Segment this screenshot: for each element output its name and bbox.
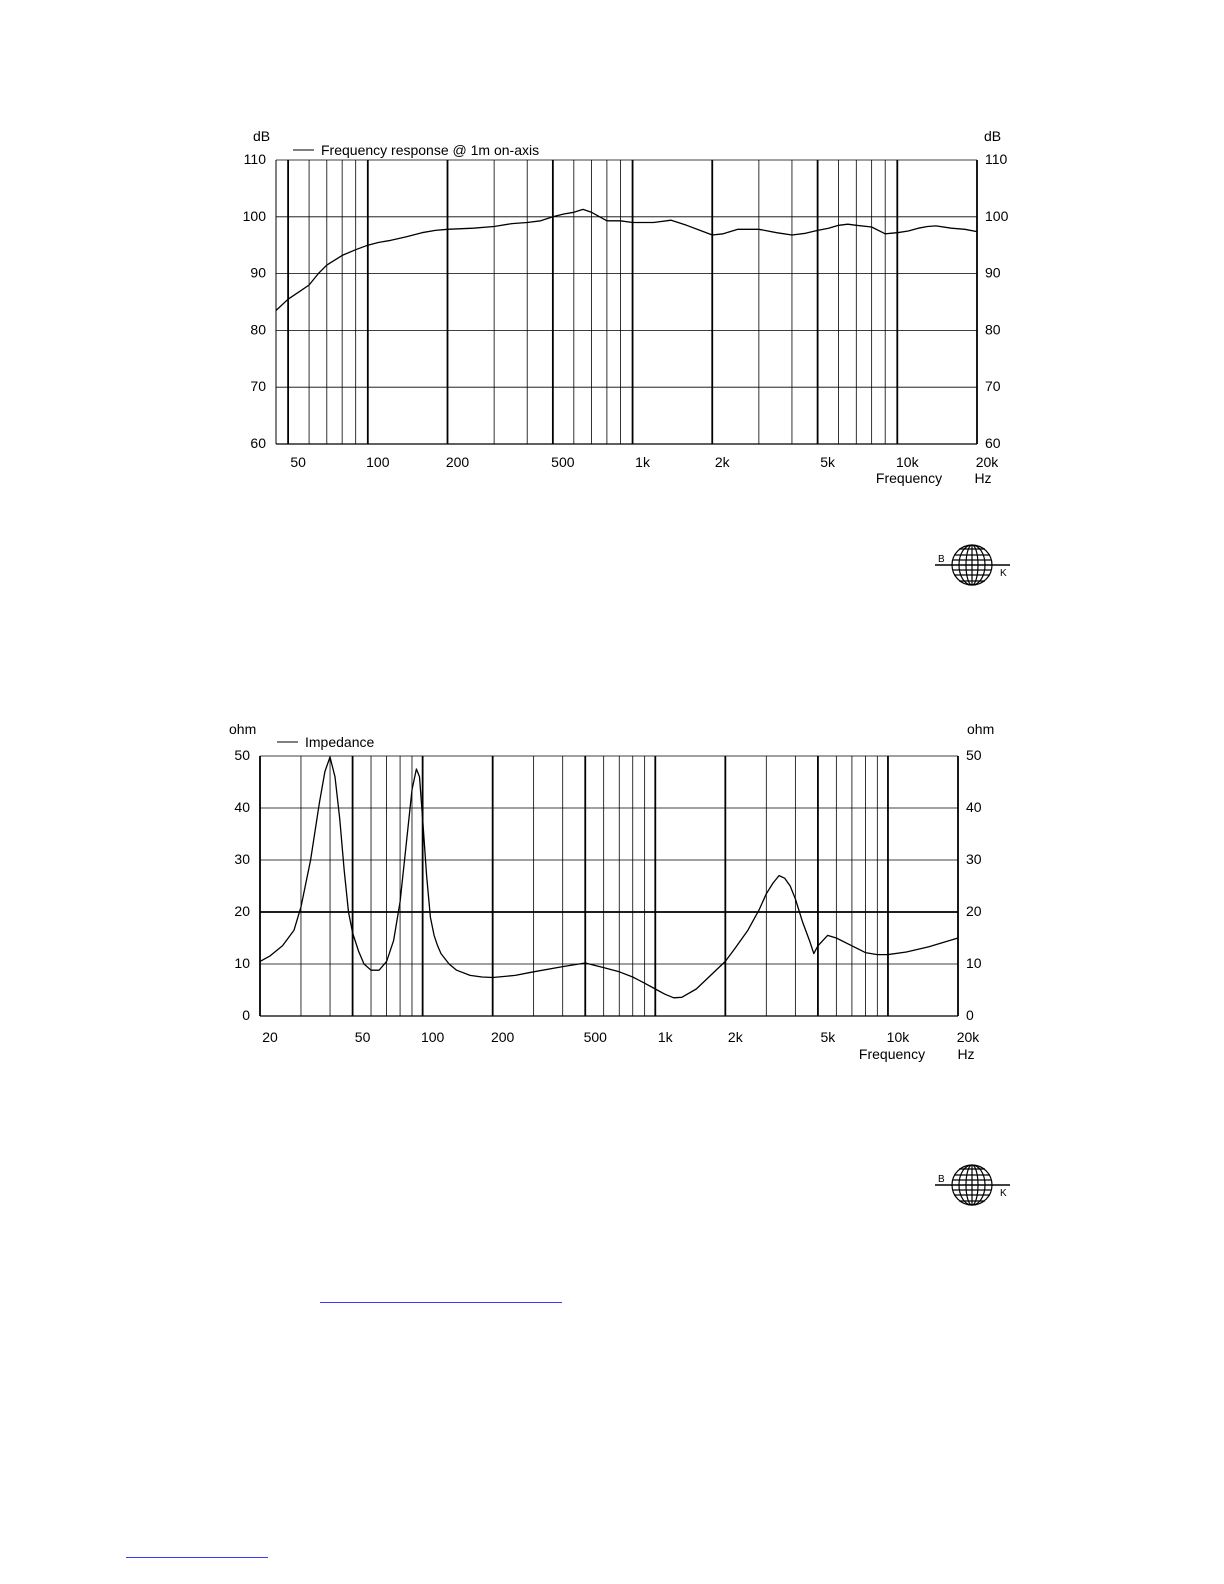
x-axis-label: Frequency xyxy=(875,470,943,486)
y-tick-label-right: 80 xyxy=(985,321,1001,338)
y-tick-label-right: 90 xyxy=(985,264,1001,281)
x-tick-label: 500 xyxy=(583,1029,607,1045)
y-tick-label-left: 10 xyxy=(234,955,250,971)
legend-label: Impedance xyxy=(305,734,375,750)
y-tick-label-right: 20 xyxy=(966,903,982,919)
y-tick-label-left: 0 xyxy=(242,1007,250,1023)
x-tick-label: 100 xyxy=(366,454,390,470)
x-tick-label: 2k xyxy=(727,1029,743,1045)
y-axis-unit-right: ohm xyxy=(967,721,995,737)
x-tick-label: 200 xyxy=(490,1029,515,1045)
y-tick-label-right: 40 xyxy=(966,799,982,815)
y-tick-label-left: 110 xyxy=(243,151,266,167)
x-tick-label: 50 xyxy=(354,1029,371,1045)
x-tick-label: 500 xyxy=(551,454,575,470)
y-tick-label-left: 80 xyxy=(250,321,266,338)
x-tick-label: 10k xyxy=(886,1029,910,1045)
legend-label: Frequency response @ 1m on-axis xyxy=(321,142,540,158)
y-tick-label-left: 30 xyxy=(234,851,250,867)
y-axis-unit-left: ohm xyxy=(229,721,257,737)
logo-letter-b: B xyxy=(938,1174,945,1185)
y-tick-label-left: 90 xyxy=(250,264,266,281)
bk-globe-logo-icon xyxy=(932,1160,1016,1210)
y-tick-label-left: 60 xyxy=(250,435,266,451)
logo-letter-b: B xyxy=(938,554,945,565)
y-tick-label-right: 60 xyxy=(985,435,1001,451)
x-tick-label: 1k xyxy=(635,454,650,470)
hyperlink-underline[interactable] xyxy=(320,1302,562,1303)
x-tick-label: 2k xyxy=(714,454,730,470)
series-line xyxy=(260,757,958,998)
y-tick-label-right: 0 xyxy=(966,1007,974,1023)
y-axis-unit-right: dB xyxy=(984,128,1002,144)
x-tick-label: 20k xyxy=(956,1029,980,1045)
y-tick-label-right: 50 xyxy=(966,747,982,763)
y-tick-label-left: 100 xyxy=(242,207,266,224)
x-axis-label: Frequency xyxy=(858,1046,926,1062)
footer-link-underline[interactable] xyxy=(126,1557,268,1558)
x-tick-label: 10k xyxy=(896,454,919,470)
y-tick-label-left: 40 xyxy=(234,799,250,815)
x-axis-unit: Hz xyxy=(957,1046,975,1062)
x-tick-label: 100 xyxy=(420,1029,445,1045)
x-tick-label: 5k xyxy=(820,1029,836,1045)
x-axis-unit: Hz xyxy=(974,470,992,486)
y-tick-label-right: 10 xyxy=(966,955,982,971)
x-tick-label: 1k xyxy=(657,1029,673,1045)
x-tick-label: 50 xyxy=(290,454,306,470)
x-tick-label: 20k xyxy=(975,454,999,470)
y-tick-label-left: 50 xyxy=(234,747,250,763)
x-tick-label: 20 xyxy=(262,1029,278,1045)
y-tick-label-left: 70 xyxy=(250,378,266,395)
y-axis-unit-left: dB xyxy=(253,128,271,144)
x-tick-label: 5k xyxy=(820,454,836,470)
logo-letter-k: K xyxy=(1000,1188,1007,1199)
y-tick-label-right: 100 xyxy=(985,207,1009,224)
y-tick-label-left: 20 xyxy=(234,903,250,919)
y-tick-label-right: 30 xyxy=(966,851,982,867)
y-tick-label-right: 70 xyxy=(985,378,1001,395)
logo-letter-k: K xyxy=(1000,568,1007,579)
y-tick-label-right: 110 xyxy=(985,151,1008,167)
x-tick-label: 200 xyxy=(445,454,470,470)
